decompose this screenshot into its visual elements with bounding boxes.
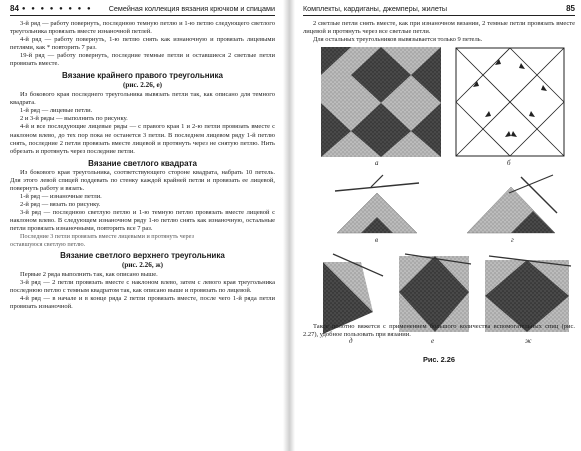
paragraph: Из бокового края последнего треугольника вывязать петли так, как описано для темного квадрата. (10, 91, 275, 107)
figure-letter-b: б (507, 159, 511, 168)
right-running-header (303, 4, 575, 16)
knitting-step-photo-g (461, 173, 561, 235)
section-heading: Вязание крайнего правого треугольника (62, 71, 223, 81)
section-heading: Вязание светлого квадрата (88, 158, 197, 168)
entrelac-photo-a (321, 47, 441, 157)
left-running-header (10, 4, 275, 16)
figure-letter-v: в (375, 236, 379, 245)
section-heading: Вязание светлого верхнего треугольника (60, 251, 225, 261)
figure-letter-e: е (431, 337, 435, 346)
paragraph: 4-й и все последующие лицевые ряды — с правого края 1 и 2-ю петли провязать вместе с наклоном влево, до тех пор пока не останется 3 петли. В последнем лицевом ряду 1-й петлю снять, последние 2 петли провязать вместе лицевой и протянуть через не снятую петлю. Нить обрезать и протянуть через последние петли. (10, 123, 275, 155)
paragraph: 4-й ряд — в начале и в конце ряда 2 петли провязать вместе, после чего 1-й ряда петли провязать изнаночной. (10, 295, 275, 311)
right-running-title: Комплекты, кардиганы, джемперы, жилеты (303, 4, 448, 13)
figure-letter-a: а (375, 159, 379, 168)
right-page (295, 0, 581, 451)
entrelac-diagram-b (455, 47, 565, 157)
paragraph: 2 и 3-й ряды — выполнить по рисунку. (20, 115, 128, 123)
figure-letter-d: д (349, 337, 353, 346)
figure-reference: (рис. 2.26, е) (122, 81, 163, 90)
header-dots: ● ● ● ● ● ● ● ● (21, 5, 93, 12)
faded-line: оставшуюся светлую петлю. (10, 240, 86, 248)
figure-reference: (рис. 2.26, ж) (121, 261, 164, 270)
left-page (0, 0, 283, 451)
paragraph: 1-й ряд — лицевые петли. (20, 107, 93, 115)
paragraph: 3-й ряд — 2 петли провязать вместе с наклоном влево, затем с левого края треугольника последнюю петлю с темным квадратом так, как описано выше и провязать по лицевой. (10, 279, 275, 295)
paragraph: 4-й ряд — работу повернуть, 1-ю петлю снять как изнаночную и провязать лицевыми петлями, как * повторить 7 раз. (10, 36, 275, 52)
paragraph: Такое полотно вяжется с применением большого количества вспомогательных спиц (рис. 2.27), удобное пользовать при вязании. (303, 323, 575, 339)
paragraph: 19-й ряд — работу повернуть, последние темные петли и оставшиеся 2 светлые петли провязать вместе. (10, 52, 275, 68)
left-running-title: Семейная коллекция вязания крючком и спицами (108, 4, 275, 13)
paragraph: Для остальных треугольников вывязывается только 9 петель. (313, 36, 483, 44)
paragraph: 2-й ряд — вязать по рисунку. (20, 200, 101, 208)
paragraph: 3-й ряд — работу повернуть, последнюю темную петлю и 1-ю петлю следующего светлого треугольника провязать вместе изнаночной петлей. (10, 20, 275, 36)
figure-2-26 (303, 47, 575, 365)
figure-letter-zh: ж (525, 337, 532, 346)
left-page-number: 84 (10, 4, 19, 13)
right-bottom-text (303, 323, 575, 339)
right-page-number: 85 (566, 4, 575, 13)
paragraph: 1-й ряд — изнаночные петли. (20, 192, 102, 200)
faded-line: Последние 3 петли провязать вместе лицевыми и протянуть через (20, 233, 194, 241)
knitting-step-photo-v (331, 173, 423, 235)
paragraph: 3-й ряд — последнюю светлую петлю и 1-ю темную петлю провязать вместе лицевой с наклоном влево. В следующем изнаночном ряду 1-ю петлю снять как изнаночную, остальные петли провязать изнаночными, повторить все 7 раз. (10, 208, 275, 232)
figure-caption: Рис. 2.26 (422, 355, 456, 365)
paragraph: Первые 2 ряда выполнить так, как описано выше. (20, 271, 158, 279)
book-gutter (283, 0, 295, 451)
paragraph: Из бокового края треугольника, соответствующего стороне квадрата, набрать 10 петель. Для этого левой спицей поддевать по стенку каждой крайней петли и провязать ее лицевой, повернуть работу и вязать. (10, 168, 275, 192)
paragraph: 2 светлые петли снять вместе, как при изнаночном вязании, 2 темные петли провязать вместе лицевой и протянуть через все светлые петли. (303, 20, 575, 36)
figure-letter-g: г (511, 236, 514, 245)
